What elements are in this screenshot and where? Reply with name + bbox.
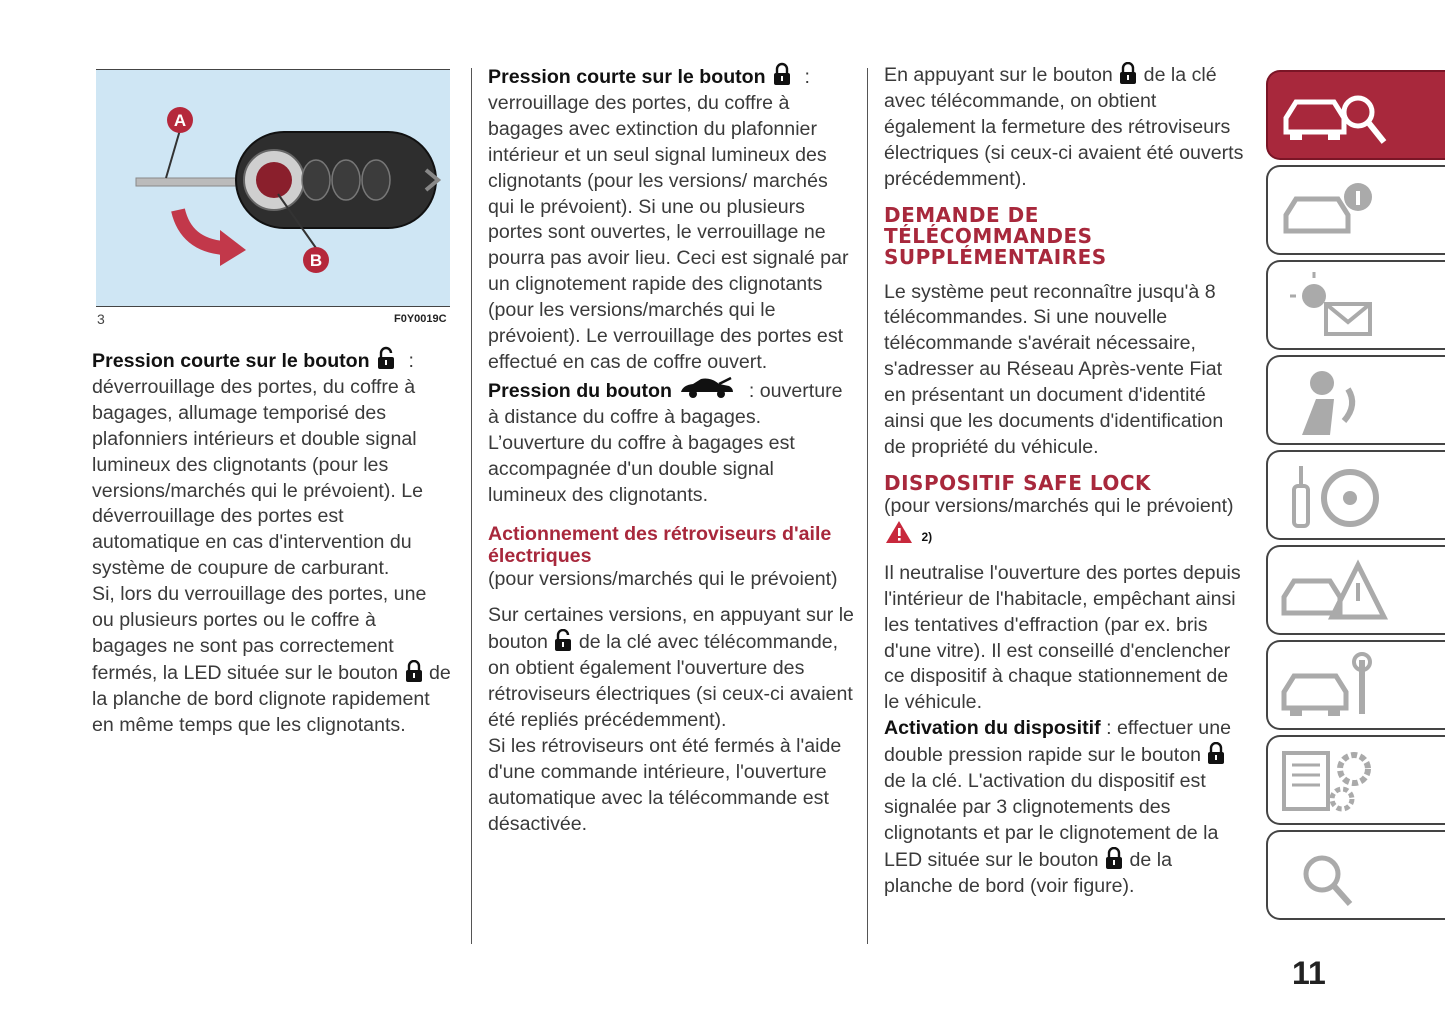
activation-paragraph: Activation du dispositif : effectuer une double pression rapide sur le bouton de la clé. L'activation du dispositif est signalée par 3 clignotements des clignotants et par le clignotement de la LED située sur le bouton de la planche de bord (voir figure). — [884, 717, 1231, 897]
safe-lock-paragraph: Il neutralise l'ouverture des portes depuis l'intérieur de l'habitacle, empêchant ainsi les tentatives d'effraction (par ex. bris d'une vitre). Il est conseillé d'enclencher ce dispositif à chaque stationnement de le véhicule. — [884, 561, 1241, 714]
rotate-arrow-icon — [178, 210, 224, 248]
mirrors-paragraph: Sur certaines versions, en appuyant sur le bouton de la clé avec télécommande, on obtient également l'ouverture des rétroviseurs électriques (si ceux-ci avaient été repliés précédemment). — [488, 604, 854, 731]
figure-code: F0Y0019C — [394, 313, 447, 325]
warning-line — [884, 520, 1246, 551]
car-info-icon — [1278, 175, 1398, 247]
unlock-paragraph: Pression courte sur le bouton : déverrouillage des portes, du coffre à bagages, allumage temporisé des plafonniers intérieurs et double signal lumineux des clignotants (pour les versions/marchés qui le prévoient). Le déverrouillage des portes est automatique en cas d'intervention du système de coupure de carburant. — [92, 346, 452, 582]
trunk-label: Pression du bouton — [488, 379, 672, 402]
padlock-closed-icon — [1120, 62, 1136, 84]
car-trunk-open-icon — [679, 376, 735, 400]
callout-b-label: B — [309, 251, 323, 270]
tab-dashboard-info[interactable] — [1266, 165, 1445, 255]
safe-lock-heading: DISPOSITIF SAFE LOCK — [884, 470, 1152, 495]
figure-number: 3 — [97, 311, 105, 327]
key-fob-illustration — [96, 70, 450, 306]
tab-emergency[interactable] — [1266, 545, 1445, 635]
lock-paragraph: Pression courte sur le bouton : verrouillage des portes, du coffre à bagages avec extinction du plafonnier intérieur et un seul signal lumineux des clignotants (pour les versions/ marchés qui le prévoient). Si une ou plusieurs portes sont ouvertes, le verrouillage ne pourra pas avoir lieu. Ceci est signalé par un clignotement rapide des clignotants (pour les versions/marchés qui le prévoient). Le verrouillage des portes est effectué en cas de coffre ouvert. — [488, 62, 854, 376]
extra-remotes-paragraph: Le système peut reconnaître jusqu'à 8 télécommandes. Si une nouvelle télécommande s'avérait nécessaire, s'adresser au Réseau Après-vente Fiat en présentant un document d'identité ainsi que les documents d'identification de propriété du véhicule. — [884, 280, 1224, 458]
tab-lights-messages[interactable] — [1266, 260, 1445, 350]
tab-car-knowledge[interactable] — [1266, 70, 1445, 160]
trunk-description: ouverture à distance du coffre à bagages. L’ouverture du coffre à bagages est accompagnée d'un double signal lumineux des clignotants. — [488, 379, 843, 506]
mirrors-heading: Actionnement des rétroviseurs d'aile électriques — [488, 523, 832, 567]
list-gears-icon — [1278, 745, 1398, 817]
key-steering-wheel-icon — [1278, 460, 1398, 532]
alphabet-search-icon — [1278, 840, 1398, 912]
warning-reference: 2) — [921, 529, 933, 544]
trunk-paragraph: Pression du bouton : ouverture à distance du coffre à bagages. L’ouverture du coffre à bagages est accompagnée d'un double signal lumineux des clignotants. — [488, 376, 854, 509]
car-warning-icon — [1278, 555, 1398, 627]
padlock-open-icon — [555, 629, 571, 651]
column-divider — [867, 68, 868, 944]
padlock-closed-icon — [1106, 847, 1122, 869]
page-number: 11 — [1292, 955, 1326, 991]
column-3 — [884, 62, 1246, 900]
padlock-closed-icon — [773, 62, 791, 86]
callout-a-label: A — [173, 111, 187, 130]
car-tools-search-icon — [1278, 80, 1398, 152]
brand-logo-icon — [256, 162, 292, 198]
key-figure — [96, 69, 450, 307]
seat-airbag-icon — [1278, 365, 1398, 437]
column-2 — [488, 62, 854, 837]
fob-trunk-button — [362, 160, 390, 200]
padlock-closed-icon — [1208, 742, 1224, 764]
tab-maintenance[interactable] — [1266, 640, 1445, 730]
warning-triangle-icon — [886, 520, 914, 544]
tab-starting-driving[interactable] — [1266, 450, 1445, 540]
padlock-closed-icon — [406, 660, 422, 682]
mirrors-closed-paragraph: Si les rétroviseurs ont été fermés à l'aide d'une commande intérieure, l'ouverture automatique avec la télécommande est désactivée. — [488, 734, 842, 835]
tab-safety[interactable] — [1266, 355, 1445, 445]
extra-remotes-heading: DEMANDE DE TÉLÉCOMMANDES SUPPLÉMENTAIRES — [884, 202, 1107, 269]
unlock-label: Pression courte sur le bouton — [92, 350, 370, 372]
lock-description: verrouillage des portes, du coffre à bagages avec extinction du plafonnier intérieur et un seul signal lumineux des clignotants (pour les versions/ marchés qui le prévoient). Si une ou plusieurs portes sont ouvertes, le verrouillage ne pourra pas avoir lieu. Ceci est signalé par un clignotement rapide des clignotants (pour les versions/marchés qui le prévoient). Le verrouillage des portes est effectué en cas de coffre ouvert. — [488, 91, 849, 373]
led-paragraph: Si, lors du verrouillage des portes, une ou plusieurs portes ou le coffre à bagages ne sont pas correctement fermés, la LED située sur le bouton de la planche de bord clignote rapidement en même temps que les clignotants. — [92, 583, 451, 736]
mirrors-heading-note: (pour versions/marchés qui le prévoient) — [488, 568, 838, 591]
tab-technical-data[interactable] — [1266, 735, 1445, 825]
unlock-description: déverrouillage des portes, du coffre à bagages, allumage temporisé des plafonniers intérieurs et double signal lumineux des clignotants (pour les versions/marchés qui le prévoient). Le déverrouillage des portes est automatique en cas d'intervention du système de coupure de carburant. — [92, 375, 424, 580]
activation-label: Activation du dispositif — [884, 717, 1101, 740]
tab-index[interactable] — [1266, 830, 1445, 920]
padlock-open-icon — [377, 346, 395, 370]
chapter-tabs — [1266, 70, 1445, 925]
column-1 — [92, 346, 452, 739]
column-divider — [471, 68, 472, 944]
car-wrench-icon — [1278, 650, 1398, 722]
lock-label: Pression courte sur le bouton — [488, 66, 766, 88]
key-blade — [136, 178, 246, 186]
light-envelope-icon — [1278, 270, 1398, 342]
mirror-close-paragraph: En appuyant sur le bouton de la clé avec télécommande, on obtient également la fermeture des rétroviseurs électriques (si ceux-ci avaient été ouverts précédemment). — [884, 64, 1244, 190]
safe-lock-note: (pour versions/marchés qui le prévoient) — [884, 494, 1234, 517]
fob-unlock-button — [332, 160, 360, 200]
fob-lock-button — [302, 160, 330, 200]
